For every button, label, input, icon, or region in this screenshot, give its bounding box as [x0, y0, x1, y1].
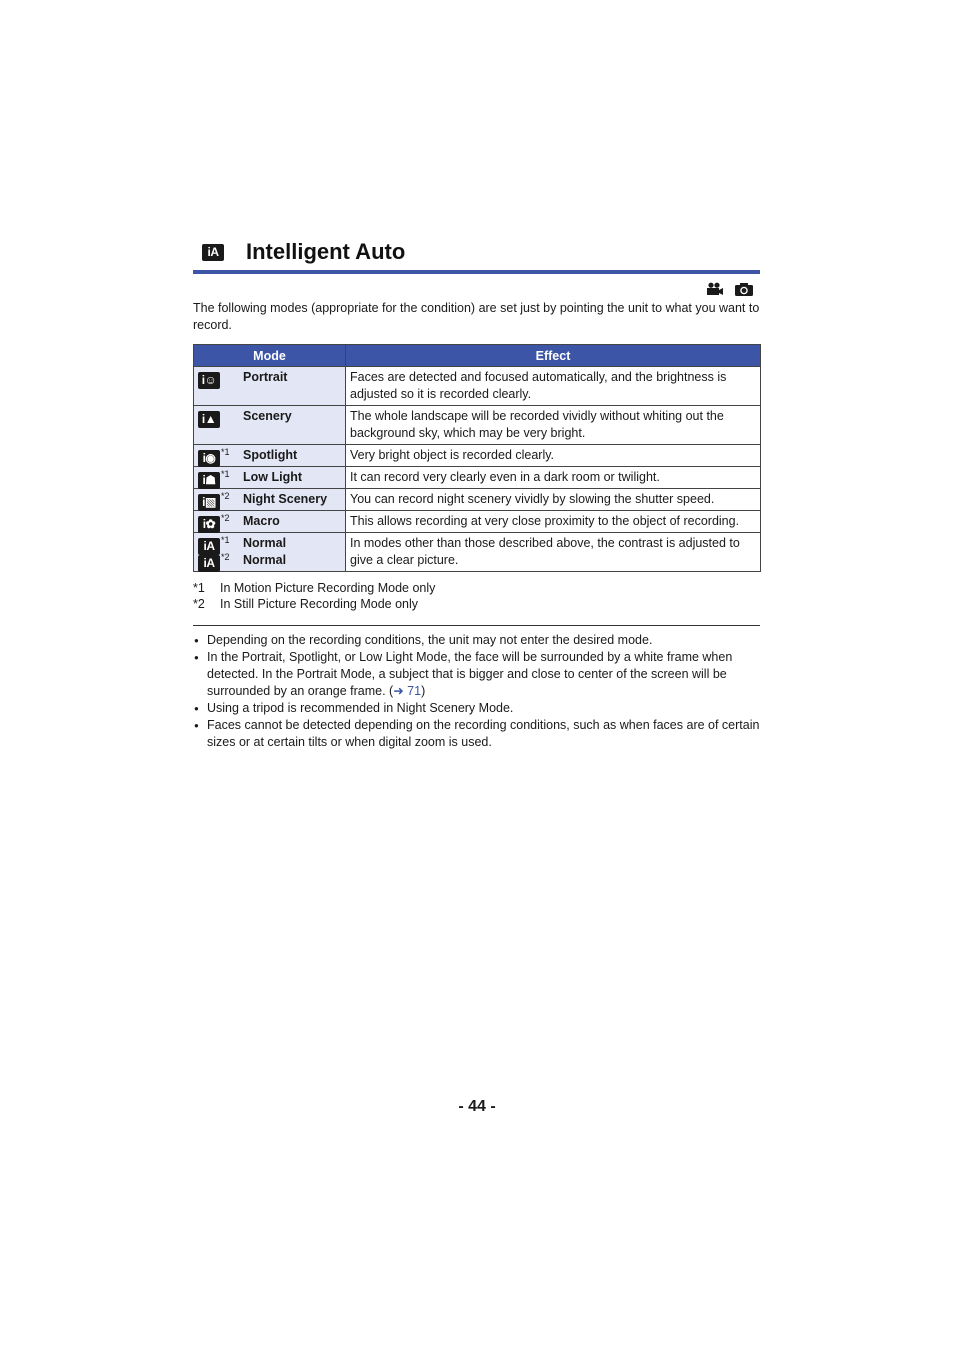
divider: [193, 625, 760, 626]
table-row: [194, 511, 761, 533]
footnote-mark: *1: [193, 581, 205, 595]
page-number: - 44 -: [458, 1098, 496, 1115]
effect-description: It can record very clearly even in a dark room or twilight.: [346, 467, 761, 489]
table-row: [194, 489, 761, 511]
bullet-text: Depending on the recording conditions, the unit may not enter the desired mode.: [207, 633, 653, 647]
portrait-mode-icon: i☺: [198, 372, 220, 389]
effect-description: You can record night scenery vividly by slowing the shutter speed.: [346, 489, 761, 511]
table-row: [194, 533, 761, 572]
mode-name: Low Light: [243, 470, 303, 484]
table-row: [194, 406, 761, 445]
footnote-marker: *2: [221, 552, 230, 562]
footnote: [193, 596, 760, 612]
footnote-text: In Motion Picture Recording Mode only: [220, 581, 436, 595]
section-title: Intelligent Auto: [246, 239, 406, 264]
scenery-mode-icon: i▲: [198, 411, 220, 428]
footnote-marker: *1: [221, 447, 230, 457]
mode-name: Night Scenery: [243, 492, 328, 506]
table-row: [194, 367, 761, 406]
effect-description: This allows recording at very close proximity to the object of recording.: [346, 511, 761, 533]
footnote: [193, 580, 760, 596]
intro-text: The following modes (appropriate for the condition) are set just by pointing the unit to what you want to record.: [193, 301, 760, 332]
list-item: [193, 700, 760, 717]
mode-name: Macro: [243, 514, 280, 528]
effect-description: Very bright object is recorded clearly.: [346, 445, 761, 467]
applicable-modes: [193, 279, 760, 299]
table-header-row: [194, 345, 761, 367]
intelligent-auto-icon: iA: [202, 244, 224, 261]
mode-column-header: Mode: [194, 345, 346, 367]
mode-name: Scenery: [243, 409, 292, 423]
spotlight-mode-icon: i◉: [198, 450, 220, 467]
normal-mode-icon: iA: [198, 538, 220, 555]
page-content: [193, 236, 760, 751]
macro-mode-icon: i✿: [198, 516, 220, 533]
mode-name: Spotlight: [243, 448, 298, 462]
bullet-text: Using a tripod is recommended in Night Scenery Mode.: [207, 701, 514, 715]
table-row: [194, 467, 761, 489]
bullet-text: Faces cannot be detected depending on the recording conditions, such as when faces are of certain sizes or at certain tilts or when digital zoom is used.: [207, 718, 760, 749]
footnote-marker: *1: [221, 535, 230, 545]
still-camera-icon: [734, 282, 754, 297]
bullet-text: In the Portrait, Spotlight, or Low Light Mode, the face will be surrounded by a white frame when detected. In the Portrait Mode, a subject that is bigger and close to center of the screen will be surrounded by an orange frame. (: [207, 650, 733, 698]
modes-table: [193, 344, 761, 572]
mode-name: Normal: [243, 536, 287, 550]
effect-description: The whole landscape will be recorded vividly without whiting out the background sky, which may be very bright.: [346, 406, 761, 445]
movie-camera-icon: [706, 282, 724, 296]
title-underline: [193, 270, 760, 274]
footnotes: [193, 580, 760, 612]
low-light-mode-icon: i☗: [198, 472, 220, 489]
section-header: [193, 236, 760, 268]
mode-name: Portrait: [243, 370, 288, 384]
bullet-text-tail: ): [421, 684, 426, 698]
page-reference-link[interactable]: ➜ 71: [393, 684, 422, 698]
normal-mode-icon: iA: [198, 555, 220, 572]
footnote-marker: *1: [221, 469, 230, 479]
effect-description: In modes other than those described above, the contrast is adjusted to give a clear picture.: [346, 533, 761, 572]
footnote-mark: *2: [193, 597, 205, 611]
mode-name: Normal: [243, 553, 287, 567]
effect-description: Faces are detected and focused automatically, and the brightness is adjusted so it is recorded clearly.: [346, 367, 761, 406]
list-item: [193, 717, 760, 751]
notes-list: [193, 632, 760, 751]
table-row: [194, 445, 761, 467]
footnote-marker: *2: [221, 491, 230, 501]
night-scenery-mode-icon: i▧: [198, 494, 220, 511]
footnote-marker: *2: [221, 513, 230, 523]
effect-column-header: Effect: [346, 345, 761, 367]
list-item: [193, 649, 760, 700]
list-item: [193, 632, 760, 649]
footnote-text: In Still Picture Recording Mode only: [220, 597, 419, 611]
